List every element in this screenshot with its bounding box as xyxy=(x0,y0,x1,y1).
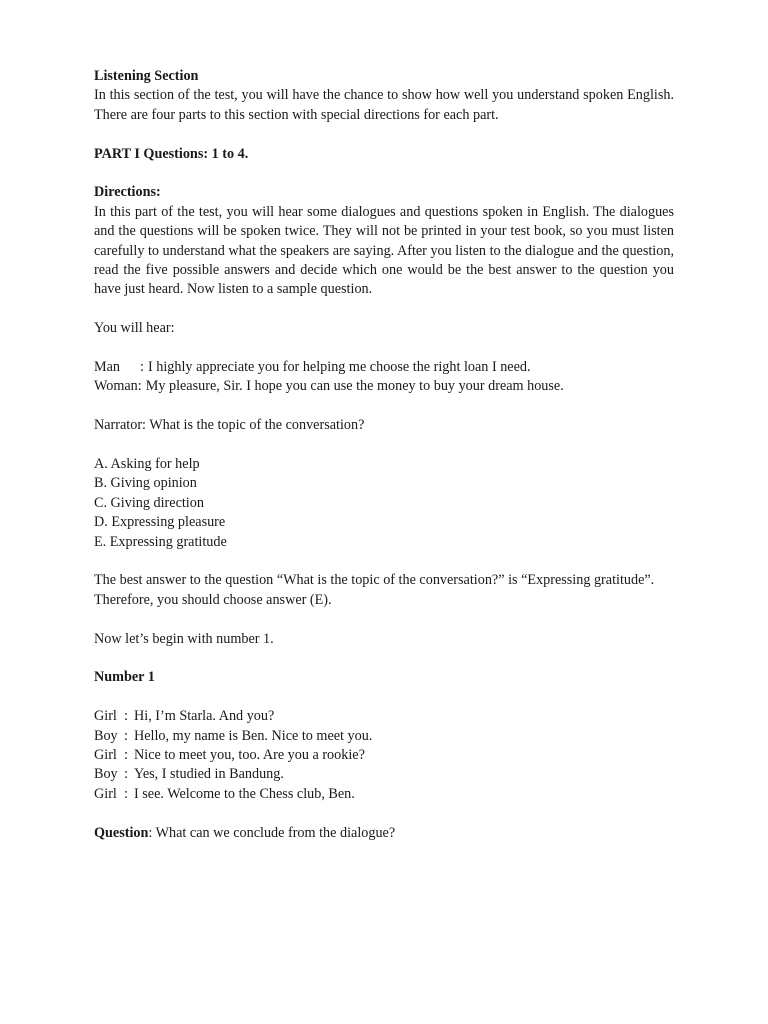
answer-options xyxy=(94,455,674,552)
speaker-separator: : xyxy=(124,727,128,744)
begin-line: Now let’s begin with number 1. xyxy=(94,630,274,647)
sample-dialogue-line xyxy=(94,358,674,377)
section-heading: Listening Section xyxy=(94,68,199,84)
you-will-hear: You will hear: xyxy=(94,320,175,337)
speaker-label: Girl xyxy=(94,785,117,802)
directions-paragraph: In this part of the test, you will hear some dialogues and questions spoken in English. The dialogues and the questions will be spoken twice. They will not be printed in your test book, so you must listen carefully to understand what the speakers are saying. After you listen to the dialogue and the question, read the five possible answers and decide which one would be the best answer to the question you have just heard. Now listen to a sample question. xyxy=(94,203,674,298)
dialogue-text: Nice to meet you, too. Are you a rookie? xyxy=(134,747,365,764)
speaker-separator: : xyxy=(124,785,128,802)
directions-label: Directions: xyxy=(94,184,161,201)
best-answer-explanation: The best answer to the question “What is the topic of the conversation?” is “Expressing gratitude”. Therefore, you should choose answer (E). xyxy=(94,572,655,608)
question-label: Question xyxy=(94,824,149,841)
dialogue-line xyxy=(94,765,674,784)
option-c: C. Giving direction xyxy=(94,494,204,511)
intro-paragraph: In this section of the test, you will have the chance to show how well you understand spoken English. There are four parts to this section with special directions for each part. xyxy=(94,87,674,123)
sample-dialogue-line xyxy=(94,377,674,396)
option-b: B. Giving opinion xyxy=(94,475,197,492)
option-e: E. Expressing gratitude xyxy=(94,533,227,550)
dialogue-text: I highly appreciate you for helping me choose the right loan I need. xyxy=(148,359,531,376)
speaker-label: Woman: xyxy=(94,378,142,395)
speaker-separator: : xyxy=(124,766,128,783)
speaker-label: Man xyxy=(94,359,121,376)
option-d: D. Expressing pleasure xyxy=(94,514,226,531)
option-a: A. Asking for help xyxy=(94,456,200,473)
dialogue-line xyxy=(94,727,674,746)
speaker-separator: : xyxy=(124,747,128,764)
dialogue-line xyxy=(94,707,674,726)
speaker-label: Girl xyxy=(94,747,117,764)
dialogue-text: Hi, I’m Starla. And you? xyxy=(134,708,275,725)
dialogue-text: Yes, I studied in Bandung. xyxy=(134,766,284,783)
number-title: Number 1 xyxy=(94,669,155,686)
speaker-label: Boy xyxy=(94,727,118,744)
question-line xyxy=(94,824,674,843)
part-title: PART I Questions: 1 to 4. xyxy=(94,145,249,162)
narrator-line: Narrator: What is the topic of the conversation? xyxy=(94,417,365,434)
speaker-label: Boy xyxy=(94,766,118,783)
speaker-separator: : xyxy=(140,359,144,376)
dialogue-text: I see. Welcome to the Chess club, Ben. xyxy=(134,785,355,802)
speaker-separator: : xyxy=(124,708,128,725)
dialogue xyxy=(94,707,674,804)
dialogue-text: Hello, my name is Ben. Nice to meet you. xyxy=(134,727,373,744)
dialogue-line xyxy=(94,746,674,765)
dialogue-text: My pleasure, Sir. I hope you can use the money to buy your dream house. xyxy=(145,378,564,395)
dialogue-line xyxy=(94,785,674,804)
question-text: : What can we conclude from the dialogue? xyxy=(148,824,396,841)
speaker-label: Girl xyxy=(94,708,117,725)
